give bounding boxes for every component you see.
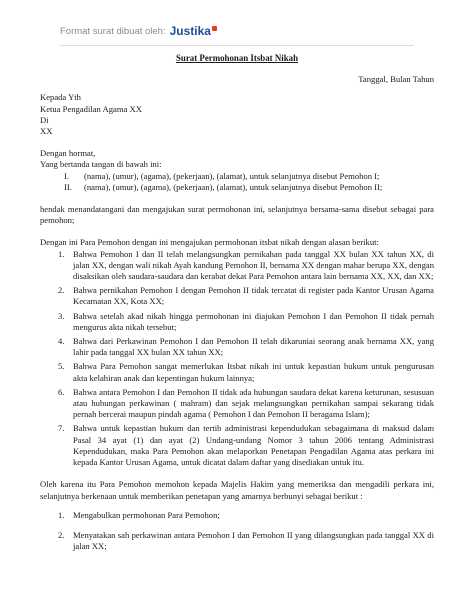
item-number: 2.	[58, 529, 65, 540]
item-text: Bahwa Pemohon I dan II telah melangsungkan pernikahan pada tanggal XX bulan XX tahun XX, di jalan XX, dengan wali nikah Ayah kandung Pemohon II, bernama XX dengan mahar berupa XX, dengan disaksikan oleh saudara-saudara dan kerabat dekat Para Pemohon antara lain bernama XX, XX, dan XX;	[73, 248, 434, 282]
item-number: 1.	[58, 248, 65, 259]
greeting: Dengan hormat,	[40, 148, 96, 159]
applicant-list	[64, 171, 434, 193]
request-intro: Oleh karena itu Para Pemohon memohon kepada Majelis Hakim yang memeriksa dan mengadili perkara ini, selanjutnya berkenaan untuk memberikan penetapan yang amarnya berbunyi sebagai berikut :	[40, 479, 434, 501]
item-text: Mengabulkan permohonan Para Pemohon;	[73, 509, 220, 520]
list-item	[58, 510, 434, 521]
list-item	[58, 336, 434, 358]
list-item	[58, 311, 434, 333]
list-item	[58, 423, 434, 468]
header-label: Format surat dibuat oleh:	[60, 25, 166, 37]
letter-date: Tanggal, Bulan Tahun	[358, 74, 434, 85]
applicant-item	[64, 182, 434, 193]
signatory-intro: Yang bertanda tangan di bawah ini:	[40, 159, 162, 170]
applicant-number: II.	[64, 181, 72, 192]
applicant-item	[64, 171, 434, 182]
item-text: Bahwa dari Perkawinan Pemohon I dan Pemohon II telah dikaruniai seorang anak bernama XX, yang lahir pada tanggal XX bulan XX tahun XX;	[73, 336, 434, 358]
applicant-number: I.	[64, 170, 70, 181]
item-number: 2.	[58, 285, 65, 296]
recipient-block	[40, 92, 434, 137]
brand-name: Justika	[169, 24, 211, 38]
recipient-line: Ketua Pengadilan Agama XX	[40, 103, 142, 114]
requests-list	[58, 510, 434, 553]
item-number: 5.	[58, 361, 65, 372]
letter-document	[40, 53, 434, 563]
item-text: Bahwa setelah akad nikah hingga permohonan ini diajukan Pemohon I dan Pemohon II tidak pernah mengurus akta nikah tersebut;	[73, 310, 434, 332]
reasons-list	[58, 249, 434, 469]
item-text: Bahwa Para Pemohon sangat memerlukan Itsbat nikah ini untuk kepastian hukum untuk pengurusan akta kelahiran anak dan kepentingan hukum lainnya;	[73, 361, 434, 383]
item-number: 7.	[58, 423, 65, 434]
list-item	[58, 249, 434, 283]
item-number: 1.	[58, 509, 65, 520]
intent-paragraph: hendak menandatangani dan mengajukan surat permohonan ini, selanjutnya bersama-sama disebut sebagai para pemohon;	[40, 204, 434, 226]
item-text: Bahwa pernikahan Pemohon I dengan Pemohon II tidak tercatat di register pada Kantor Urusan Agama Kecamatan XX, Kota XX;	[73, 285, 434, 307]
applicant-text: (nama), (umur), (agama), (pekerjaan), (alamat), untuk selanjutnya disebut Pemohon II;	[84, 181, 383, 192]
list-item	[58, 285, 434, 307]
letter-title: Surat Permohonan Itsbat Nikah	[175, 53, 299, 63]
logo-mark-icon	[212, 26, 217, 31]
item-number: 6.	[58, 386, 65, 397]
reasons-intro: Dengan ini Para Pemohon dengan ini mengajukan permohonan itsbat nikah dengan alasan berikut:	[40, 237, 379, 248]
justika-logo	[170, 24, 217, 38]
request-block	[40, 479, 434, 552]
item-text: Bahwa untuk kepastian hukum dan tertib administrasi kependudukan sebagaimana di maksud dalam Pasal 34 ayat (1) dan ayat (2) Undang-undang Nomor 3 tahun 2006 tentang Administrasi Kependudukan, maka Para Pemohon akan melaporkan Penetapan Pengadilan Agama atas perkara ini kepada Kantor Urusan Agama, untuk dicatat dalam daftar yang disediakan untuk itu.	[73, 423, 434, 468]
reasons-block	[40, 237, 434, 468]
page-header	[60, 20, 217, 42]
item-number: 3.	[58, 310, 65, 321]
recipient-line: XX	[40, 126, 53, 137]
header-divider	[60, 45, 414, 46]
applicant-text: (nama), (umur), (agama), (pekerjaan), (alamat), untuk selanjutnya disebut Pemohon I;	[84, 170, 380, 181]
item-number: 4.	[58, 336, 65, 347]
applicant-block	[40, 148, 434, 193]
item-text: Bahwa antara Pemohon I dan Pemohon II tidak ada hubungan saudara dekat karena keturunan, sesusuan atau hubungan perkawinan ( mahram) dan sejak melangsungkan pernikahan sampai sekarang tidak pernah bercerai maupun pindah agama ( Pemohon I dan Pemohon II beragama Islam);	[73, 386, 434, 420]
item-text: Menyatakan sah perkawinan antara Pemohon I dan Pemohon II yang dilangsungkan pada tanggal XX di jalan XX;	[73, 529, 434, 552]
list-item	[58, 361, 434, 383]
recipient-line: Kepada Yth	[40, 92, 81, 103]
recipient-line: Di	[40, 114, 49, 125]
list-item	[58, 387, 434, 421]
list-item	[58, 530, 434, 552]
